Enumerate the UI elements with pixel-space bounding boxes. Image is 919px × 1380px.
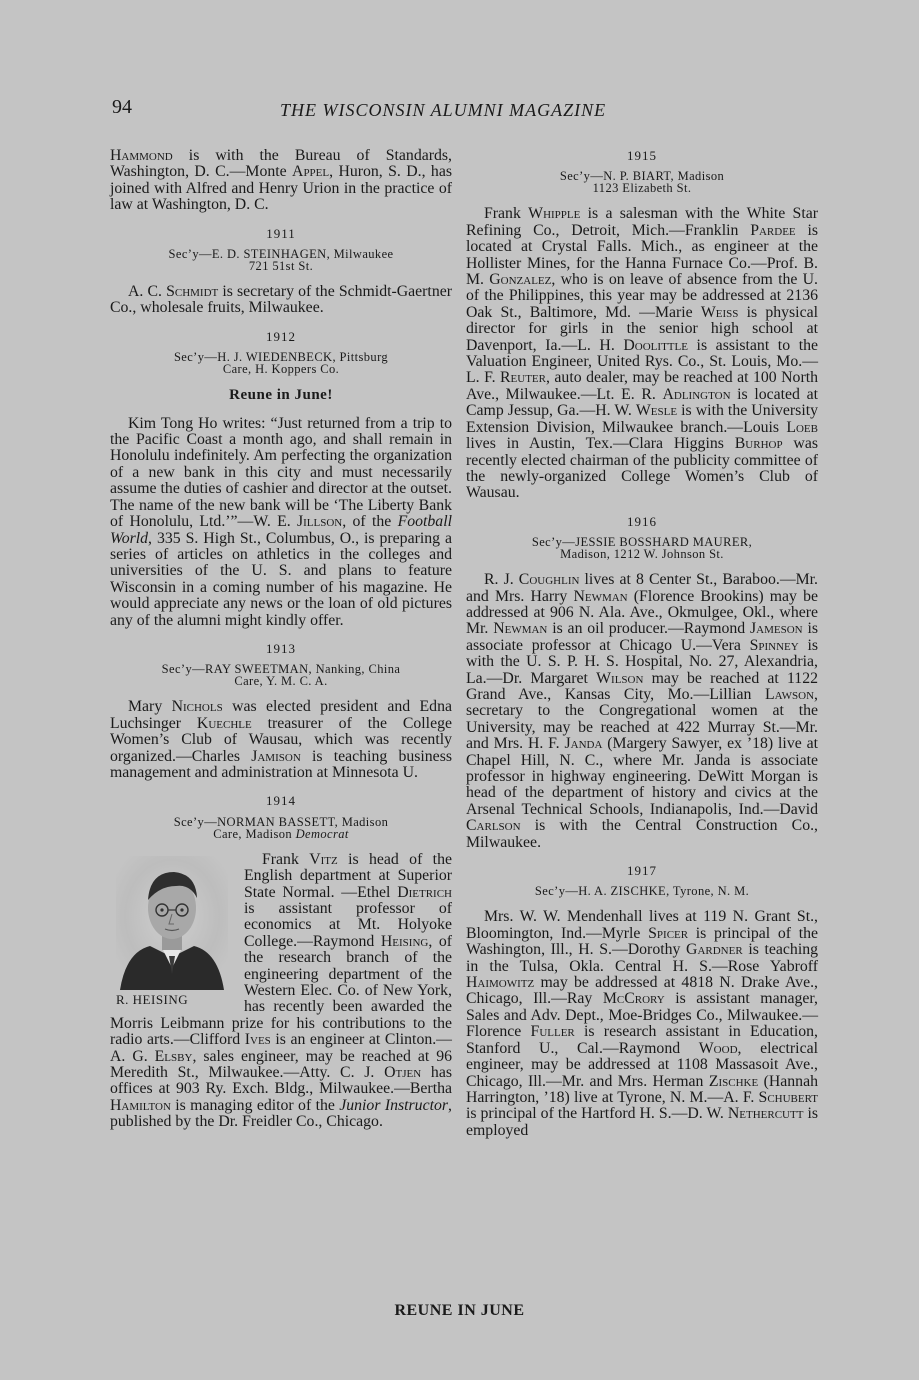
alumni-name: Newman xyxy=(573,587,628,605)
secretary-address: Care, Y. M. C. A. xyxy=(234,674,328,689)
text-run: A. C. xyxy=(128,283,167,301)
alumni-name: Coughlin xyxy=(518,571,580,589)
alumni-name: Jillson xyxy=(296,513,343,531)
text-run: Care, Madison xyxy=(213,826,296,841)
alumni-name: Haimowitz xyxy=(466,974,535,992)
alumni-name: Appel xyxy=(292,163,330,181)
text-run: , of the research branch of the engineering department of the Western Elec. Co. of New York, has recently been awarded the Morris Leibmann prize for his contributions to the radio arts.—Clifford xyxy=(110,932,453,1049)
alumni-name: Otjen xyxy=(384,1064,422,1082)
text-run: is assistant manager, Sales and Adv. Dept., Moe-Bridges Co., Milwaukee.—Florence xyxy=(466,990,818,1041)
text-run: , sales engineer, may be reached at 96 Meredith St., Milwaukee.—Atty. C. J. xyxy=(110,1047,452,1082)
paragraph-hammond xyxy=(110,148,452,214)
alumni-name: Fuller xyxy=(530,1023,575,1041)
text-run: Frank xyxy=(484,205,529,223)
secretary-address: 1123 Elizabeth St. xyxy=(592,181,692,196)
text-run: is principal of the Hartford H. S.—D. W. xyxy=(466,1105,728,1123)
text-run: , secretary to the Congregational women at the University, may be reached at 422 Murray St.—Mr. and Mrs. H. F. xyxy=(466,685,818,753)
paragraph-mendenhall xyxy=(466,909,818,1139)
secretary-1913 xyxy=(110,663,452,687)
paragraph-schmidt xyxy=(110,284,452,317)
class-year-1912: 1912 xyxy=(266,328,296,344)
text-run: lives at 8 Center St., Baraboo.—Mr. and Mrs. Harry xyxy=(466,571,819,605)
alumni-name: Hamilton xyxy=(110,1096,171,1114)
text-run: R. J. xyxy=(484,571,519,589)
alumni-name: Jameson xyxy=(750,620,803,638)
text-run: is with the U. S. P. H. S. Hospital, No. 27, Alexandria, La.—Dr. Margaret xyxy=(466,636,818,687)
text-run: is head of the English department at Superior State Normal. —Ethel xyxy=(244,850,452,901)
secretary-address: 721 51st St. xyxy=(248,259,314,274)
text-run: (Hannah Harrington, ’18) live at Tyrone, N. M.—A. F. xyxy=(466,1072,818,1106)
text-run: (Florence Brookins) may be addressed at 906 N. Ala. Ave., Okmulgee, Okl., where Mr. xyxy=(466,587,818,638)
class-year-1911: 1911 xyxy=(266,225,296,241)
alumni-name: Nichols xyxy=(171,698,223,716)
alumni-name: Nethercutt xyxy=(727,1105,804,1123)
portrait-caption: R. HEISING xyxy=(116,991,189,1007)
alumni-name: Carlson xyxy=(466,817,521,835)
alumni-name: Jamison xyxy=(251,747,301,765)
text-run: , Huron, S. D., has joined with Alfred and Henry Urion in the practice of law at Washington, D. C. xyxy=(110,163,452,214)
text-run: Mary xyxy=(128,698,172,716)
alumni-name: Kuechle xyxy=(196,714,252,732)
alumni-name: Gonzalez xyxy=(489,271,552,289)
alumni-name: Wilson xyxy=(596,669,644,687)
portrait-image xyxy=(116,856,228,990)
secretary-line: Sec’y—H. A. ZISCHKE, Tyrone, N. M. xyxy=(534,884,750,899)
alumni-name: Heising xyxy=(380,932,429,950)
running-title: THE WISCONSIN ALUMNI MAGAZINE xyxy=(280,100,607,120)
italic-text: Football World xyxy=(110,513,452,547)
italic-text: Democrat xyxy=(295,826,349,841)
text-run: was recently elected chairman of the publicity committee of the newly-organized College Women’s Club of Wausau. xyxy=(466,435,818,502)
text-run: is with the University Extension Division, Milwaukee branch.—Louis xyxy=(466,402,818,436)
class-year-1913: 1913 xyxy=(266,640,296,656)
text-run: may be reached at 1122 Grand Ave., Kansas City, Mo.—Lillian xyxy=(466,669,819,703)
text-run: may be addressed at 4818 N. Drake Ave., Chicago, Ill.—Ray xyxy=(466,974,818,1008)
secretary-address: Madison, 1212 W. Johnson St. xyxy=(560,547,724,562)
text-run: is teaching business management and administration at Minnesota U. xyxy=(110,747,452,781)
alumni-name: Hammond xyxy=(110,147,173,164)
text-run: is secretary of the Schmidt-Gaertner Co., wholesale fruits, Milwaukee. xyxy=(110,283,452,317)
text-run: is principal of the Washington, Ill., H. S.—Dorothy xyxy=(466,924,818,959)
text-run: is located at Crystal Falls. Mich., as engineer at the Hollister Mines, for the Hanna Furnace Co.—Prof. B. M. xyxy=(466,221,818,289)
text-run: is assistant to the Valuation Engineer, United Rys. Co., St. Louis, Mo.—L. F. xyxy=(466,336,818,387)
text-run: is a salesman with the White Star Refining Co., Detroit, Mich.—Franklin xyxy=(466,205,818,239)
text-run: (Margery Sawyer, ex ’18) live at Chapel Hill, N. C., where Mr. Janda is associate professor in highway engineering. DeWitt Morgan is head of the department of history and civics at the Arsenal Technical Schools, Indianapolis, Ind.—David xyxy=(466,735,818,818)
alumni-name: Elsby xyxy=(154,1047,193,1065)
alumni-name: Wesle xyxy=(635,402,678,420)
text-run: is employed xyxy=(466,1105,818,1139)
text-run: Kim Tong Ho writes: “Just returned from a trip to the Pacific Coast a month ago, and shall remain in Honolulu indefinitely. Am perfecting the organization of a new bank in this city and must necessarily assume the duties of cashier and director at the outset. The name of the new bank will be ‘The Liberty Bank of Honolulu, Ltd.’”—W. E. xyxy=(110,414,452,531)
alumni-name: Lawson xyxy=(764,685,815,703)
alumni-name: Spinney xyxy=(749,636,799,654)
alumni-name: Pardee xyxy=(750,221,796,239)
text-run: Frank xyxy=(262,850,310,868)
alumni-name: Newman xyxy=(493,620,548,638)
text-run: Mrs. W. W. Mendenhall lives at 119 N. Grant St., Bloomington, Ind.—Myrle xyxy=(466,908,818,942)
left-column xyxy=(110,148,452,1131)
text-run: , electrical engineer, may be addressed at 1108 Massasoit Ave., Chicago, Ill.—Mr. and Mrs. Herman xyxy=(466,1039,818,1090)
secretary-1912 xyxy=(110,351,452,375)
secretary-1916 xyxy=(466,536,818,560)
text-run: is physical director for girls in the senior high school at Davenport, Ia.—L. H. xyxy=(466,303,818,354)
alumni-name: Dietrich xyxy=(397,883,452,901)
secretary-line: Sec’y—JESSIE BOSSHARD MAURER, xyxy=(531,535,753,550)
footer-slogan: REUNE IN JUNE xyxy=(394,1302,525,1319)
class-year-1916: 1916 xyxy=(627,513,657,529)
alumni-name: Burhop xyxy=(734,435,783,453)
alumni-name: Loeb xyxy=(786,418,818,436)
page-number: 94 xyxy=(112,96,132,118)
text-run: , auto dealer, may be reached at 100 North Ave., Milwaukee.—Lt. E. R. xyxy=(466,369,818,403)
secretary-line: Sec’y—E. D. STEINHAGEN, Milwaukee xyxy=(168,247,394,262)
text-run: is associate professor at Chicago U.—Vera xyxy=(466,620,818,654)
alumni-name: Janda xyxy=(564,735,603,753)
alumni-name: Wood xyxy=(698,1039,738,1057)
text-run: Sce’y—NORMAN BASSETT, Madison xyxy=(173,814,389,829)
class-year-1915: 1915 xyxy=(627,148,657,163)
secretary-line: Sec’y—H. J. WIEDENBECK, Pittsburg xyxy=(173,350,389,365)
paragraph-nichols xyxy=(110,699,452,781)
text-run: is with the Bureau of Standards, Washington, D. C.—Monte xyxy=(110,147,452,181)
paragraph-kim-tong-ho xyxy=(110,416,452,629)
text-run: is with the Central Construction Co., Milwaukee. xyxy=(466,817,818,851)
alumni-name: Doolittle xyxy=(623,336,688,354)
text-run: lives in Austin, Tex.—Clara Higgins xyxy=(466,435,735,453)
alumni-name: Zischke xyxy=(708,1072,759,1090)
text-run: is managing editor of the xyxy=(170,1096,340,1114)
class-year-1914: 1914 xyxy=(266,793,296,809)
alumni-name: Ives xyxy=(244,1031,271,1049)
class-year-1917: 1917 xyxy=(627,863,657,879)
text-run: , published by the Dr. Freidler Co., Chicago. xyxy=(110,1096,452,1131)
alumni-name: Schubert xyxy=(758,1088,818,1106)
alumni-name: Spicer xyxy=(648,924,689,942)
text-run: is located at Camp Jessup, Ga.—H. W. xyxy=(466,385,818,420)
secretary-address xyxy=(110,828,452,840)
secretary-1915 xyxy=(466,170,818,194)
text-run: has offices at 903 Ry. Exch. Bldg., Milwaukee.—Bertha xyxy=(110,1064,452,1098)
text-run: , who is on leave of absence from the U. of the Philippines, this year may be addressed at 2136 Oak St., Baltimore, Md. —Marie xyxy=(466,271,818,321)
text-run: is an oil producer.—Raymond xyxy=(547,620,751,638)
alumni-name: Weiss xyxy=(700,303,739,321)
secretary-line: Sec’y—RAY SWEETMAN, Nanking, China xyxy=(161,662,401,677)
paragraph-whipple xyxy=(466,206,818,501)
italic-text: Junior Instructor xyxy=(339,1096,449,1114)
text-run: was elected president and Edna Luchsinger xyxy=(110,698,452,732)
alumni-name: Vitz xyxy=(309,850,338,868)
text-run: is assistant professor of economics at Mt. Holyoke College.—Raymond xyxy=(244,900,452,950)
text-run: , 335 S. High St., Columbus, O., is preparing a series of articles on athletics in the colleges and universities of the U. S. and plans to feature Wisconsin in a coming number of his magazine. He would appreciate any news or the loan of old pictures any of the alumni might kindly offer. xyxy=(110,529,452,629)
alumni-name: Adlington xyxy=(662,385,731,403)
text-run: is an engineer at Clinton.—A. G. xyxy=(110,1031,452,1065)
right-column xyxy=(466,148,818,1139)
reune-heading: Reune in June! xyxy=(229,387,333,404)
alumni-name: Whipple xyxy=(528,205,581,223)
alumni-name: Gardner xyxy=(686,941,743,959)
alumni-name: Reuter xyxy=(500,369,546,387)
alumni-name: Schmidt xyxy=(166,283,219,301)
alumni-name: McCrory xyxy=(602,990,665,1008)
text-run: is teaching in the Tulsa, Okla. Central H. S.—Rose Yabroff xyxy=(466,941,818,975)
secretary-line: Sec’y—N. P. BIART, Madison xyxy=(559,169,725,184)
secretary-1914 xyxy=(110,816,452,840)
text-run: treasurer of the College Women’s Club of Wausau, which was recently organized.—Charles xyxy=(110,714,452,765)
text-run: is research assistant in Education, Stanford U., Cal.—Raymond xyxy=(466,1023,818,1057)
secretary-1911 xyxy=(110,248,452,272)
secretary-address: Care, H. Koppers Co. xyxy=(222,362,340,377)
text-run: , of the xyxy=(342,513,398,531)
paragraph-coughlin xyxy=(466,572,818,851)
portrait-photo xyxy=(110,856,238,1006)
secretary-1917 xyxy=(466,885,818,897)
